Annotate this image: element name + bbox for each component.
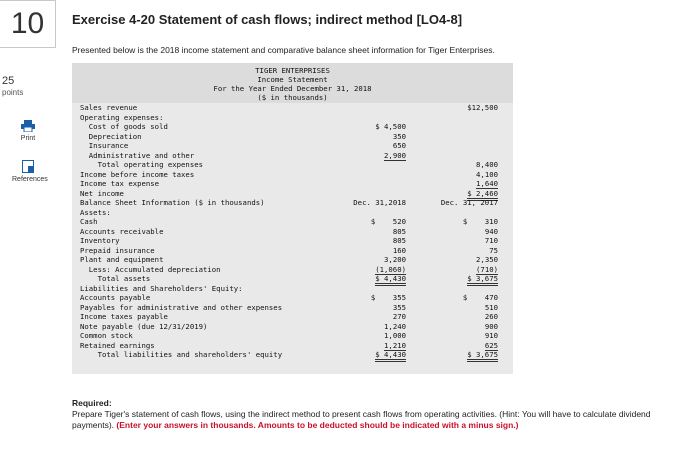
balance-value-col2: 940 (484, 226, 498, 236)
balance-value-col2: 260 (484, 312, 498, 321)
question-number: 10 (0, 0, 56, 48)
print-icon (21, 120, 35, 132)
statement-name: Income Statement (257, 75, 328, 84)
balance-value-col1: 270 (392, 312, 406, 321)
balance-row-label: Total liabilities and shareholders' equity (80, 350, 283, 359)
balance-row-label: Assets: (80, 207, 111, 217)
references-button[interactable] (12, 160, 48, 183)
income-row-label: Depreciation (80, 131, 142, 141)
income-row-label: Total operating expenses (80, 160, 204, 169)
income-value-col2: 4,100 (476, 169, 498, 179)
financial-statements-panel (72, 63, 513, 374)
balance-value-col1: $ 4,430 (375, 274, 406, 286)
income-row-label: Cost of goods sold (80, 122, 168, 131)
balance-row-label: Income taxes payable (80, 312, 168, 321)
balance-value-col2: 910 (484, 331, 498, 340)
income-row-label: Operating expenses: (80, 112, 164, 122)
income-value-col2: $12,500 (467, 103, 498, 112)
balance-value-col2: 2,350 (476, 255, 498, 264)
references-label: References (12, 176, 48, 183)
required-heading: Required: (72, 398, 112, 408)
balance-sheet-header: Balance Sheet Information ($ in thousands) (80, 198, 265, 207)
balance-value-col1: 355 (392, 302, 406, 312)
balance-col1-header: Dec. 31,2018 (353, 198, 406, 207)
balance-value-col2: (710) (476, 264, 498, 274)
balance-value-col2: $ 3,675 (467, 350, 498, 362)
balance-value-col2: 625 (484, 340, 498, 350)
income-value-col1: $ 4,500 (375, 122, 406, 131)
balance-value-col2: $ 470 (462, 293, 498, 302)
balance-row-label: Accounts payable (80, 293, 151, 302)
page-title: Exercise 4-20 Statement of cash flows; indirect method [LO4-8] (72, 12, 463, 27)
income-row-label: Administrative and other (80, 150, 195, 160)
balance-value-col1: 1,000 (384, 331, 406, 340)
balance-value-col1: $ 520 (370, 217, 406, 226)
print-label: Print (20, 135, 36, 142)
balance-row-label: Note payable (due 12/31/2019) (80, 321, 208, 331)
balance-value-col2: $ 3,675 (467, 274, 498, 286)
income-row-label: Income tax expense (80, 179, 160, 188)
statement-period: For the Year Ended December 31, 2018 (213, 84, 372, 93)
balance-value-col1: 805 (392, 236, 406, 245)
statement-units: ($ in thousands) (257, 93, 328, 102)
balance-value-col2: 75 (489, 245, 498, 255)
balance-row-label: Payables for administrative and other expenses (80, 302, 283, 312)
balance-row-label: Common stock (80, 331, 133, 340)
balance-row-label: Plant and equipment (80, 255, 164, 264)
income-value-col1: 350 (392, 131, 406, 141)
balance-row-label: Liabilities and Shareholders' Equity: (80, 283, 243, 293)
balance-value-col2: 710 (484, 236, 498, 245)
balance-value-col1: 160 (392, 245, 406, 255)
balance-row-label: Cash (80, 217, 98, 226)
income-value-col1: 650 (392, 141, 406, 150)
company-name: TIGER ENTERPRISES (255, 66, 330, 75)
balance-value-col1: 3,200 (384, 255, 406, 264)
left-rail (0, 48, 56, 451)
required-emphasis: (Enter your answers in thousands. Amounts to be deducted should be indicated with a minus sign.) (116, 420, 519, 430)
balance-value-col2: 510 (484, 302, 498, 312)
income-value-col2: $ 2,460 (467, 189, 498, 201)
intro-text: Presented below is the 2018 income statement and comparative balance sheet information for Tiger Enterprises. (72, 45, 495, 55)
points-label: points (2, 88, 24, 97)
print-button[interactable] (12, 120, 44, 142)
points-value: 25 (2, 75, 15, 87)
income-row-label: Insurance (80, 141, 129, 150)
balance-row-label: Prepaid insurance (80, 245, 155, 255)
balance-value-col1: 1,210 (384, 340, 406, 350)
points-display (2, 76, 23, 98)
balance-row-label: Accounts receivable (80, 226, 164, 236)
balance-value-col1: $ 4,430 (375, 350, 406, 362)
required-section (72, 398, 662, 431)
balance-value-col1: (1,060) (375, 264, 406, 274)
balance-row-label: Less: Accumulated depreciation (80, 264, 221, 274)
required-text: Prepare Tiger's statement of cash flows, using the indirect method to present cash flows from operating activities. (Hint: You will have to calculate dividend payments). (72, 409, 651, 430)
income-row-label: Sales revenue (80, 103, 138, 112)
balance-value-col2: $ 310 (462, 217, 498, 226)
balance-value-col1: 1,240 (384, 321, 406, 331)
income-row-label: Income before income taxes (80, 169, 195, 179)
income-value-col1: 2,900 (384, 150, 406, 160)
balance-col2-header: Dec. 31, 2017 (440, 198, 498, 207)
references-icon (22, 160, 34, 173)
income-value-col2: 1,640 (476, 179, 498, 188)
balance-value-col1: 805 (392, 226, 406, 236)
balance-value-col2: 900 (484, 321, 498, 331)
income-row-label: Net income (80, 188, 124, 198)
balance-row-label: Total assets (80, 274, 151, 283)
balance-row-label: Inventory (80, 236, 120, 245)
income-value-col2: 8,400 (476, 160, 498, 169)
balance-row-label: Retained earnings (80, 340, 155, 350)
balance-value-col1: $ 355 (370, 293, 406, 302)
